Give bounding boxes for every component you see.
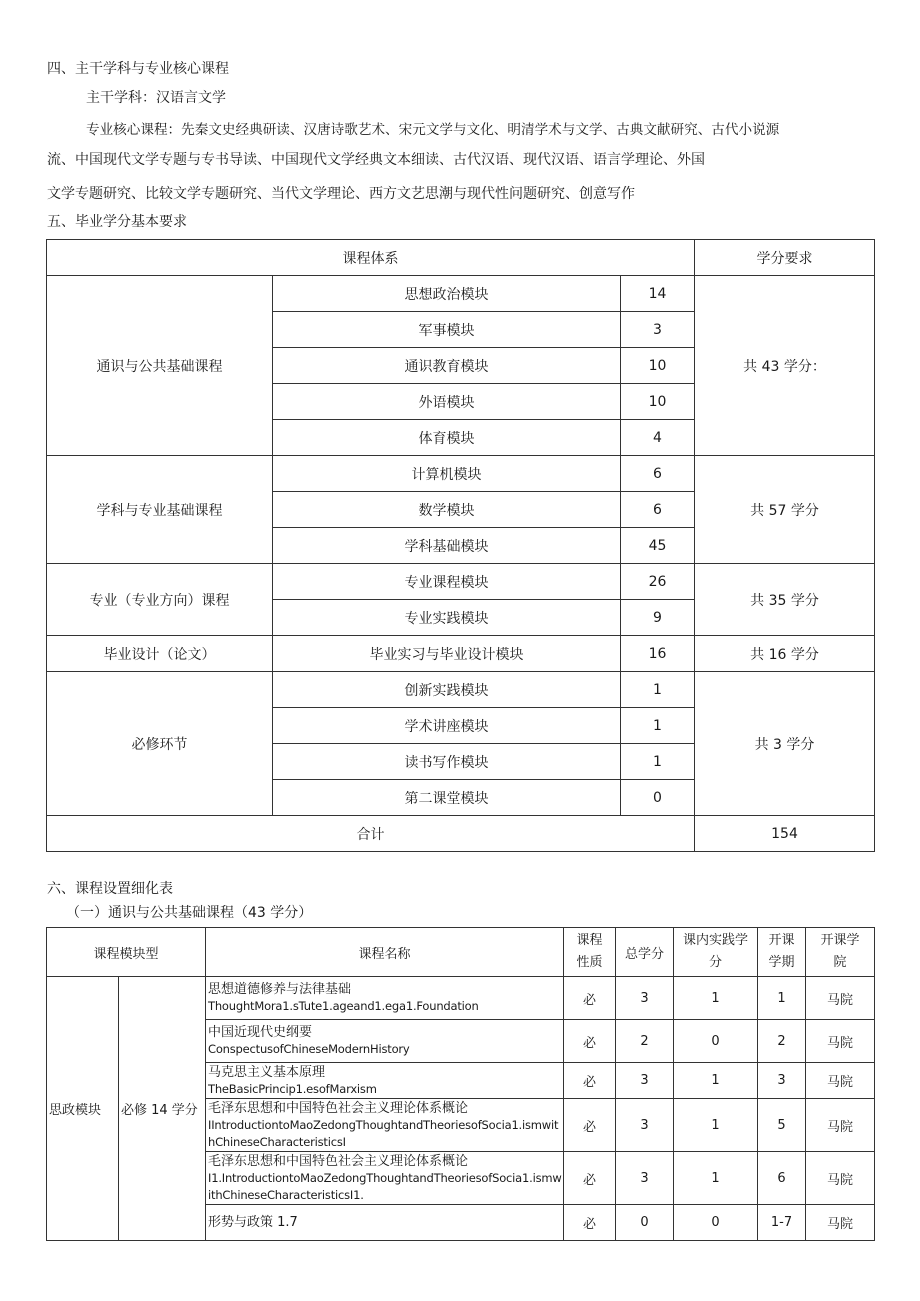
section4-title: 四、主干学科与专业核心课程 (47, 61, 229, 77)
module-name: 学术讲座模块 (273, 708, 621, 744)
course-name-cn: 形势与政策 1.7 (208, 1215, 298, 1230)
module-credit: 1 (621, 672, 695, 708)
requirement-cell: 必修 14 学分 (119, 977, 206, 1241)
module-name: 专业课程模块 (273, 564, 621, 600)
course-college: 马院 (806, 1063, 875, 1099)
header-nature-line1: 课程 (576, 933, 603, 948)
course-credits: 3 (616, 977, 674, 1020)
course-term: 3 (758, 1063, 806, 1099)
course-college: 马院 (806, 977, 875, 1020)
course-practice: 0 (674, 1205, 758, 1241)
module-name: 创新实践模块 (273, 672, 621, 708)
course-practice: 1 (674, 1152, 758, 1205)
course-practice: 0 (674, 1020, 758, 1063)
course-term: 5 (758, 1099, 806, 1152)
course-name-cn: 毛泽东思想和中国特色社会主义理论体系概论 (208, 1100, 469, 1116)
course-nature: 必 (564, 1205, 616, 1241)
module-name: 毕业实习与毕业设计模块 (273, 636, 621, 672)
course-name-cell (206, 977, 564, 1020)
course-name-en: IIntroductiontoMaoZedongThoughtandTheoriesofSocia1.ismwithChineseCharacteristicsI (208, 1117, 559, 1149)
table-row (47, 636, 875, 672)
course-college: 马院 (806, 1205, 875, 1241)
table-row (47, 456, 875, 492)
course-name-cell (206, 1099, 564, 1152)
course-term: 2 (758, 1020, 806, 1063)
course-credits: 0 (616, 1205, 674, 1241)
header-practice-line1: 课内实践学 (683, 933, 749, 948)
category-cell: 毕业设计（论文） (47, 636, 273, 672)
header-course-name: 课程名称 (206, 928, 564, 977)
course-term: 1 (758, 977, 806, 1020)
category-cell: 专业（专业方向）课程 (47, 564, 273, 636)
header-term (758, 928, 806, 977)
credit-requirements-table (46, 239, 875, 852)
course-name-en: ConspectusofChineseModernHistory (208, 1042, 410, 1056)
table-header-row (47, 240, 875, 276)
group-total: 共 3 学分 (695, 672, 875, 816)
course-practice: 1 (674, 977, 758, 1020)
course-name-en: TheBasicPrincip1.esofMarxism (208, 1081, 377, 1096)
course-nature: 必 (564, 1099, 616, 1152)
core-courses-line3: 文学专题研究、比较文学专题研究、当代文学理论、西方文艺思潮与现代性问题研究、创意写作 (47, 186, 635, 202)
header-practice-credits (674, 928, 758, 977)
header-term-line1: 开课 (768, 933, 795, 948)
group-total: 共 35 学分 (695, 564, 875, 636)
module-credit: 1 (621, 744, 695, 780)
course-credits: 3 (616, 1099, 674, 1152)
table-row (47, 564, 875, 600)
category-cell: 通识与公共基础课程 (47, 276, 273, 456)
course-name-cell (206, 1063, 564, 1099)
course-credits: 3 (616, 1152, 674, 1205)
course-name-cell (206, 1152, 564, 1205)
category-cell: 学科与专业基础课程 (47, 456, 273, 564)
module-credit: 14 (621, 276, 695, 312)
module-name: 数学模块 (273, 492, 621, 528)
table-header-row (47, 928, 875, 977)
header-practice-line2: 分 (709, 955, 723, 970)
course-nature: 必 (564, 1063, 616, 1099)
section5-title: 五、毕业学分基本要求 (47, 214, 187, 230)
module-credit: 45 (621, 528, 695, 564)
module-credit: 6 (621, 456, 695, 492)
course-nature: 必 (564, 977, 616, 1020)
module-credit: 4 (621, 420, 695, 456)
total-label: 合计 (47, 816, 695, 852)
course-credits: 2 (616, 1020, 674, 1063)
module-name: 体育模块 (273, 420, 621, 456)
course-name-cn: 思想道德修养与法律基础 (208, 982, 352, 997)
group-total: 共 16 学分 (695, 636, 875, 672)
course-practice: 1 (674, 1099, 758, 1152)
header-term-line2: 学期 (768, 955, 795, 970)
module-credit: 0 (621, 780, 695, 816)
module-name: 思想政治模块 (273, 276, 621, 312)
module-name: 学科基础模块 (273, 528, 621, 564)
header-nature-line2: 性质 (576, 955, 603, 970)
course-term: 6 (758, 1152, 806, 1205)
course-detail-table (46, 927, 875, 1241)
header-college-line1: 开课学 (820, 933, 860, 948)
course-college: 马院 (806, 1152, 875, 1205)
course-name-cn: 中国近现代史纲要 (208, 1025, 313, 1040)
module-credit: 10 (621, 384, 695, 420)
course-name-cn: 马克思主义基本原理 (208, 1064, 326, 1080)
table-row (47, 276, 875, 312)
module-cell: 思政模块 (47, 977, 119, 1241)
module-name: 通识教育模块 (273, 348, 621, 384)
course-college: 马院 (806, 1020, 875, 1063)
header-college-line2: 院 (833, 955, 847, 970)
total-row (47, 816, 875, 852)
course-term: 1-7 (758, 1205, 806, 1241)
core-courses-line2: 流、中国现代文学专题与专书导读、中国现代文学经典文本细读、古代汉语、现代汉语、语言学理论、外国 (47, 152, 705, 168)
module-credit: 26 (621, 564, 695, 600)
module-name: 军事模块 (273, 312, 621, 348)
module-name: 专业实践模块 (273, 600, 621, 636)
course-name-cell (206, 1020, 564, 1063)
course-name-cn: 毛泽东思想和中国特色社会主义理论体系概论 (208, 1153, 469, 1169)
group-total: 共 57 学分 (695, 456, 875, 564)
core-courses-line1: 专业核心课程：先秦文史经典研读、汉唐诗歌艺术、宋元文学与文化、明清学术与文学、古典文献研究、古代小说源 (86, 122, 780, 138)
module-credit: 1 (621, 708, 695, 744)
course-college: 马院 (806, 1099, 875, 1152)
header-module-type: 课程模块型 (47, 928, 206, 977)
course-name-en: ThoughtMora1.sTute1.ageand1.ega1.Foundation (208, 999, 479, 1013)
course-name-cell (206, 1205, 564, 1241)
section6-title: 六、课程设置细化表 (47, 881, 173, 897)
module-credit: 3 (621, 312, 695, 348)
module-credit: 6 (621, 492, 695, 528)
course-nature: 必 (564, 1020, 616, 1063)
category-cell: 必修环节 (47, 672, 273, 816)
module-credit: 9 (621, 600, 695, 636)
header-course-nature (564, 928, 616, 977)
section6-subtitle: （一）通识与公共基础课程（43 学分） (66, 905, 313, 921)
header-credit-requirement: 学分要求 (695, 240, 875, 276)
course-name-en: I1.IntroductiontoMaoZedongThoughtandTheoriesofSocia1.ismwithChineseCharacteristicsI1. (208, 1170, 562, 1202)
module-name: 第二课堂模块 (273, 780, 621, 816)
main-discipline: 主干学科：汉语言文学 (86, 90, 226, 106)
course-practice: 1 (674, 1063, 758, 1099)
module-name: 外语模块 (273, 384, 621, 420)
header-total-credits: 总学分 (616, 928, 674, 977)
module-credit: 10 (621, 348, 695, 384)
header-college (806, 928, 875, 977)
module-name: 读书写作模块 (273, 744, 621, 780)
course-nature: 必 (564, 1152, 616, 1205)
table-row (47, 977, 875, 1020)
course-credits: 3 (616, 1063, 674, 1099)
module-credit: 16 (621, 636, 695, 672)
table-row (47, 672, 875, 708)
header-course-system: 课程体系 (47, 240, 695, 276)
total-value: 154 (695, 816, 875, 852)
module-name: 计算机模块 (273, 456, 621, 492)
group-total: 共 43 学分： (695, 276, 875, 456)
